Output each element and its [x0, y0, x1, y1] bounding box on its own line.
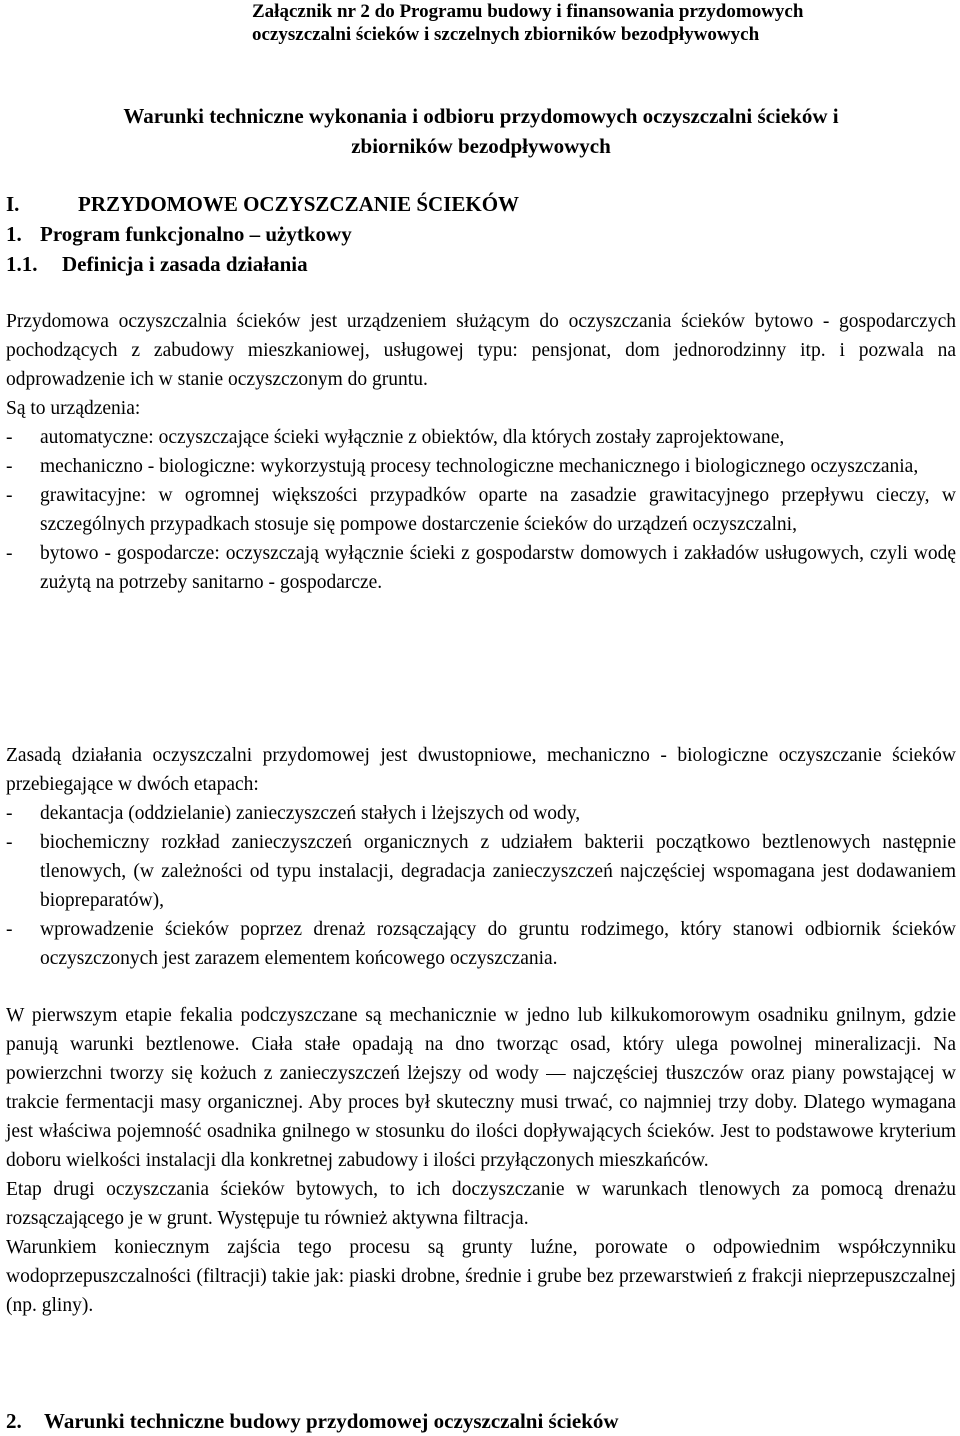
list-item-text: grawitacyjne: w ogromnej większości przypadków oparte na zasadzie grawitacyjnego przepływu cieczy, w szczególnych przypadkach stosuje się pompowe dostarczenie ścieków do urządzeń oczyszczalni, [40, 485, 956, 535]
list-item [6, 481, 956, 539]
section-title: Warunki techniczne budowy przydomowej oczyszczalni ścieków [44, 1409, 619, 1433]
list-item [6, 539, 956, 597]
dash-bullet: - [6, 485, 13, 506]
section-title: Definicja i zasada działania [62, 252, 308, 276]
list-item [6, 423, 956, 452]
list-item [6, 828, 956, 915]
section-number: 2. [6, 1409, 22, 1433]
stage-paragraph-2: Etap drugi oczyszczania ścieków bytowych, to ich doczyszczanie w warunkach tlenowych za pomocą drenażu rozsączającego je w grunt. Występuje tu również aktywna filtracja. [6, 1179, 956, 1229]
list-item [6, 799, 956, 828]
section-number: I. [6, 192, 20, 216]
list-item-text: wprowadzenie ścieków poprzez drenaż rozsączający do gruntu rodzimego, który stanowi odbiornik ścieków oczyszczonych jest zarazem elementem końcowego oczyszczania. [40, 919, 956, 969]
dash-bullet: - [6, 832, 13, 853]
list-item-text: mechaniczno - biologiczne: wykorzystują procesy technologiczne mechanicznego i biologicznego oczyszczania, [40, 456, 919, 477]
list-item-text: biochemiczny rozkład zanieczyszczeń organicznych z udziałem bakterii początkowo beztlenowych następnie tlenowych, (w zależności od typu instalacji, degradacja zanieczyszczeń najczęściej wspomagana jest dodawaniem biopreparatów), [40, 832, 956, 911]
section-title: Program funkcjonalno – użytkowy [40, 222, 352, 246]
section-number: 1.1. [6, 252, 38, 276]
principle-section [6, 741, 956, 973]
list-item-text: bytowo - gospodarcze: oczyszczają wyłącznie ścieki z gospodarstw domowych i zakładów usługowych, czyli wodę zużytą na potrzeby sanitarno - gospodarcze. [40, 543, 956, 593]
list-item-text: automatyczne: oczyszczające ścieki wyłącznie z obiektów, dla których zostały zaprojektowane, [40, 427, 785, 448]
section-heading-2 [6, 1406, 619, 1436]
intro-paragraph: Przydomowa oczyszczalnia ścieków jest urządzeniem służącym do oczyszczania ścieków bytowo - gospodarczych pochodzących z zabudowy mieszkaniowej, usługowej typu: pensjonat, dom jednorodzinny itp. i pozwala na odprowadzenie ich w stanie oczyszczonym do gruntu. [6, 311, 956, 390]
annex-line-2: oczyszczalni ścieków i szczelnych zbiorników bezodpływowych [252, 24, 760, 45]
title-line-1: Warunki techniczne wykonania i odbioru przydomowych oczyszczalni ścieków i [123, 104, 839, 128]
section-heading-1-1 [6, 219, 352, 249]
principle-lead: Zasadą działania oczyszczalni przydomowej jest dwustopniowe, mechaniczno - biologiczne oczyszczanie ścieków przebiegające w dwóch etapach: [6, 745, 956, 795]
dash-bullet: - [6, 456, 13, 477]
devices-list [6, 423, 956, 597]
section-heading-1 [6, 189, 519, 219]
section-number: 1. [6, 222, 22, 246]
principle-list [6, 799, 956, 973]
stages-section [6, 1001, 956, 1320]
dash-bullet: - [6, 543, 13, 564]
section-title: PRZYDOMOWE OCZYSZCZANIE ŚCIEKÓW [78, 192, 520, 216]
title-line-2: zbiorników bezodpływowych [351, 134, 611, 158]
dash-bullet: - [6, 803, 13, 824]
intro-section [6, 307, 956, 597]
stage-paragraph-3: Warunkiem koniecznym zajścia tego procesu są grunty luźne, porowate o odpowiednim współczynniku wodoprzepuszczalności (filtracji) takie jak: piaski drobne, średnie i grube bez przewarstwień z frakcji nieprzepuszczalnej (np. gliny). [6, 1237, 956, 1316]
document-title [6, 101, 956, 161]
devices-lead: Są to urządzenia: [6, 398, 141, 419]
list-item-text: dekantacja (oddzielanie) zanieczyszczeń stałych i lżejszych od wody, [40, 803, 581, 824]
list-item [6, 452, 956, 481]
annex-line-1: Załącznik nr 2 do Programu budowy i finansowania przydomowych [252, 1, 804, 22]
annex-header [252, 0, 872, 46]
section-heading-1-1-1 [6, 249, 308, 279]
list-item [6, 915, 956, 973]
stage-paragraph-1: W pierwszym etapie fekalia podczyszczane są mechanicznie w jedno lub kilkukomorowym osadniku gnilnym, gdzie panują warunki beztlenowe. Ciała stałe opadają na dno tworząc osad, który ulega powolnej mineralizacji. Na powierzchni tworzy się kożuch z zanieczyszczeń lżejszy od wody — najczęściej tłuszczów oraz piany powstającej w trakcie fermentacji masy organicznej. Aby proces był skuteczny musi trwać, co najmniej trzy doby. Dlatego wymagana jest właściwa pojemność osadnika gnilnego w stosunku do ilości dopływających ścieków. Jest to podstawowe kryterium doboru wielkości instalacji dla konkretnej zabudowy i ilości przyłączonych mieszkańców. [6, 1005, 956, 1171]
dash-bullet: - [6, 427, 13, 448]
dash-bullet: - [6, 919, 13, 940]
